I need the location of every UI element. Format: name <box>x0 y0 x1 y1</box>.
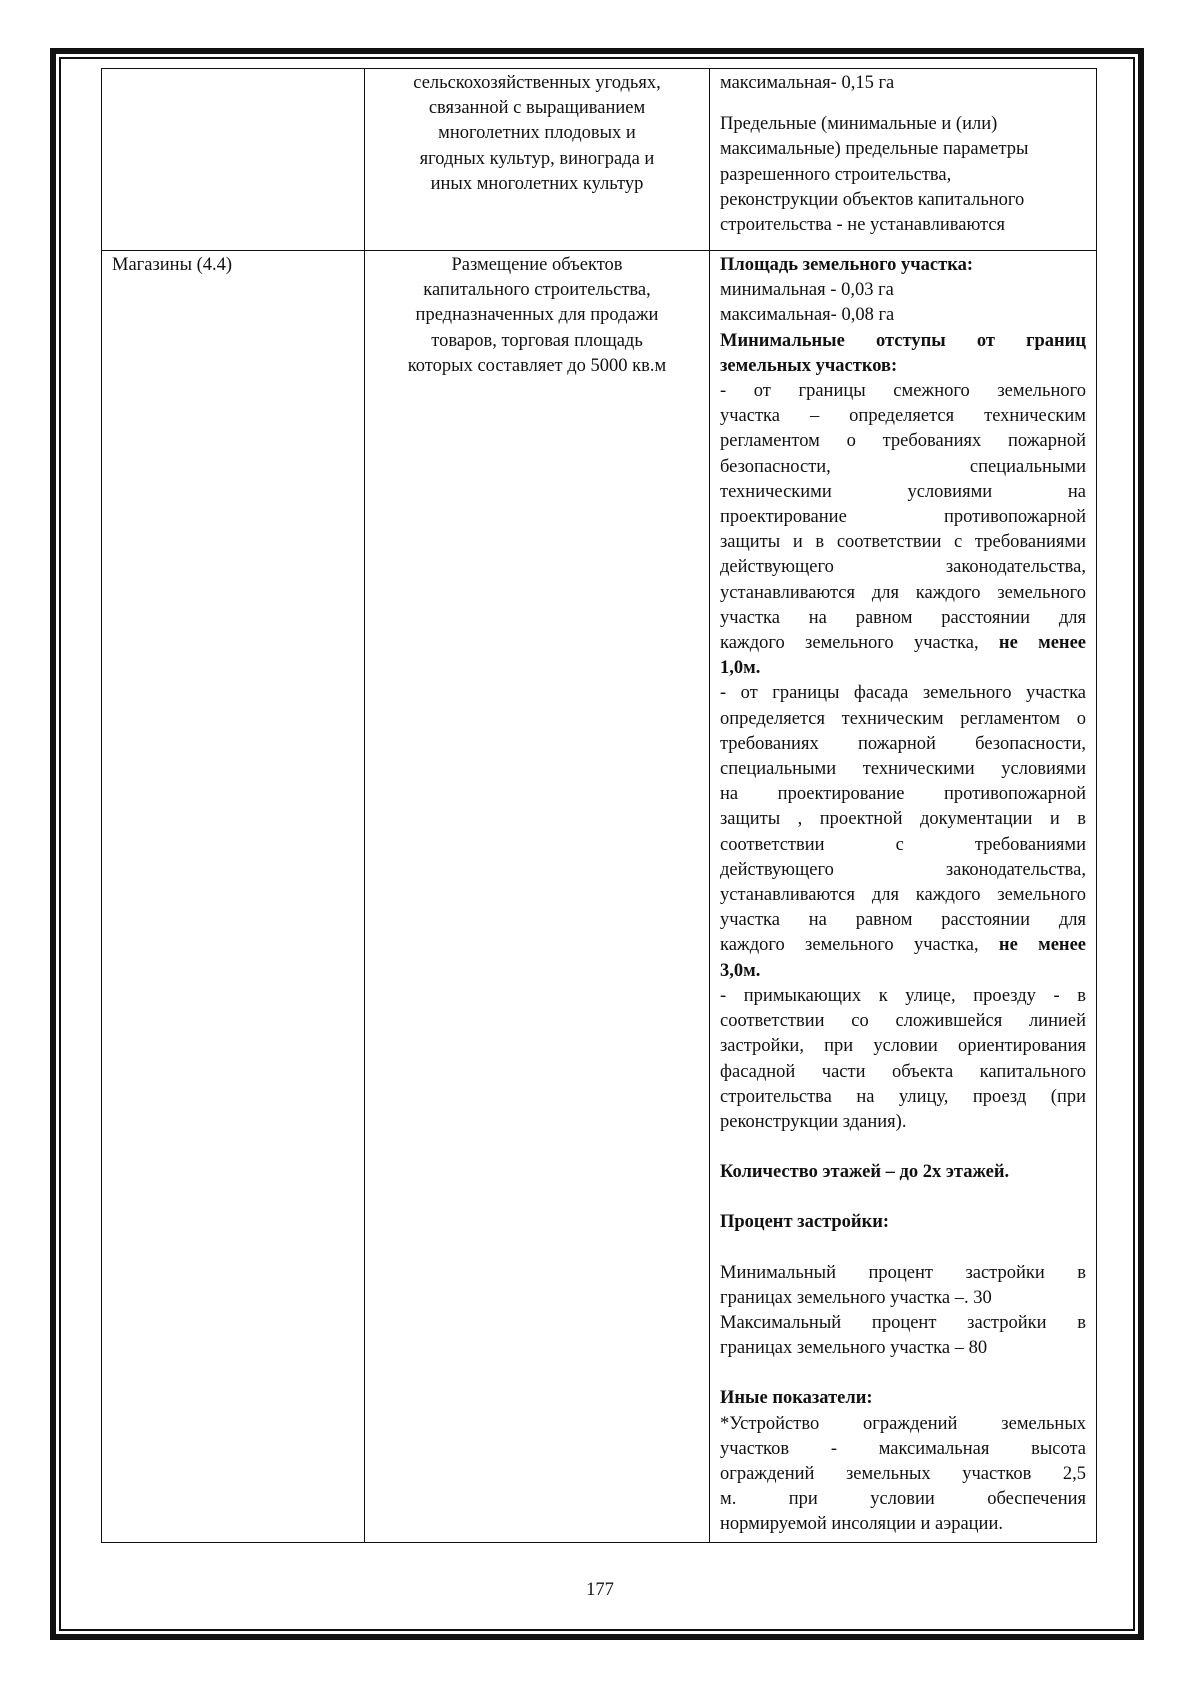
param-line: Предельные (минимальные и (или) <box>720 114 998 135</box>
coverage-heading: Процент застройки: <box>720 1212 890 1233</box>
param-line: разрешенного строительства, <box>720 164 952 185</box>
setback-line: устанавливаются для каждого земельного <box>720 582 1086 603</box>
setback-line: - от границы смежного земельного <box>720 381 1086 402</box>
setback-line: на проектирование противопожарной <box>720 784 1086 805</box>
table-row <box>102 251 1097 1543</box>
setback-line: участка на равном расстоянии для <box>720 607 1086 628</box>
setback-text: каждого земельного участка, <box>720 935 979 956</box>
fence-line: м. при условии обеспечения <box>720 1489 1086 1510</box>
setback-line: регламентом о требованиях пожарной <box>720 431 1086 452</box>
setback-line: участка – определяется техническим <box>720 406 1086 427</box>
description-line: многолетних плодовых и <box>438 123 636 144</box>
parameters-cell <box>710 251 1097 1543</box>
setback-line: застройки, при условии ориентирования <box>720 1036 1086 1057</box>
fence-line: нормируемой инсоляции и аэрации. <box>720 1514 1003 1535</box>
setback-line: проектирование противопожарной <box>720 507 1086 528</box>
setback-line: безопасности, специальными <box>720 456 1086 477</box>
setback-line: участка на равном расстоянии для <box>720 910 1086 931</box>
setback-line: защиты , проектной документации и в <box>720 809 1086 830</box>
fence-line: ограждений земельных участков 2,5 <box>720 1463 1086 1484</box>
param-line: максимальные) предельные параметры <box>720 139 1029 160</box>
setback-line: - примыкающих к улице, проезду - в <box>720 985 1086 1006</box>
description-line: иных многолетних культур <box>430 173 644 194</box>
description-line: которых составляет до 5000 кв.м <box>407 355 667 376</box>
setback-value: 3,0м. <box>720 960 761 981</box>
setback-line <box>720 933 1086 958</box>
setback-line: определяется техническим регламентом о <box>720 708 1086 729</box>
setback-line: действующего законодательства, <box>720 859 1086 880</box>
setback-line: защиты и в соответствии с требованиями <box>720 532 1086 553</box>
setback-line: соответствии со сложившейся линией <box>720 1011 1086 1032</box>
setback-min: не менее <box>998 633 1086 654</box>
table-row <box>102 69 1097 251</box>
setback-line: устанавливаются для каждого земельного <box>720 885 1086 906</box>
setback-line <box>720 631 1086 656</box>
regulations-table <box>101 68 1097 1543</box>
use-name-cell <box>102 69 365 251</box>
page-number: 177 <box>586 1580 614 1600</box>
use-description-cell <box>365 69 710 251</box>
area-heading: Площадь земельного участка: <box>720 255 974 275</box>
description-line: товаров, торговая площадь <box>431 330 643 351</box>
coverage-min: Минимальный процент застройки в <box>720 1262 1086 1283</box>
setback-line: специальными техническими условиями <box>720 759 1086 780</box>
description-line: связанной с выращиванием <box>428 98 646 119</box>
coverage-min: границах земельного участка –. 30 <box>720 1287 992 1308</box>
area-max: максимальная- 0,08 га <box>720 305 895 326</box>
setback-line: действующего законодательства, <box>720 557 1086 578</box>
floors-limit: Количество этажей – до 2х этажей. <box>720 1162 1010 1183</box>
param-line: строительства - не устанавливаются <box>720 215 1006 236</box>
setbacks-heading: Минимальные отступы от границ <box>720 330 1086 351</box>
description-line: капитального строительства, <box>423 280 651 301</box>
other-heading: Иные показатели: <box>720 1388 873 1409</box>
setback-value: 1,0м. <box>720 658 761 679</box>
use-name: Магазины (4.4) <box>112 255 233 275</box>
parameters-cell <box>710 69 1097 251</box>
param-line: максимальная- 0,15 га <box>720 73 895 93</box>
param-line: реконструкции объектов капитального <box>720 189 1025 210</box>
use-name-cell <box>102 251 365 1543</box>
setback-text: каждого земельного участка, <box>720 633 979 654</box>
area-min: минимальная - 0,03 га <box>720 280 894 301</box>
coverage-max: Максимальный процент застройки в <box>720 1312 1086 1333</box>
coverage-max: границах земельного участка – 80 <box>720 1338 988 1359</box>
setback-line: - от границы фасада земельного участка <box>720 683 1086 704</box>
use-description-cell <box>365 251 710 1543</box>
setback-line: реконструкции здания). <box>720 1111 907 1132</box>
description-line: сельскохозяйственных угодьях, <box>413 73 661 93</box>
setback-line: требованиях пожарной безопасности, <box>720 733 1086 754</box>
setback-min: не менее <box>998 935 1086 956</box>
setback-line: фасадной части объекта капитального <box>720 1061 1086 1082</box>
setback-line: строительства на улицу, проезд (при <box>720 1086 1086 1107</box>
description-line: ягодных культур, винограда и <box>419 148 655 169</box>
fence-line: участков - максимальная высота <box>720 1438 1086 1459</box>
description-line: предназначенных для продажи <box>415 305 659 326</box>
setbacks-heading: земельных участков: <box>720 355 898 376</box>
description-line: Размещение объектов <box>451 255 623 275</box>
setback-line: соответствии с требованиями <box>720 834 1086 855</box>
fence-line: *Устройство ограждений земельных <box>720 1413 1086 1434</box>
setback-line: техническими условиями на <box>720 481 1086 502</box>
